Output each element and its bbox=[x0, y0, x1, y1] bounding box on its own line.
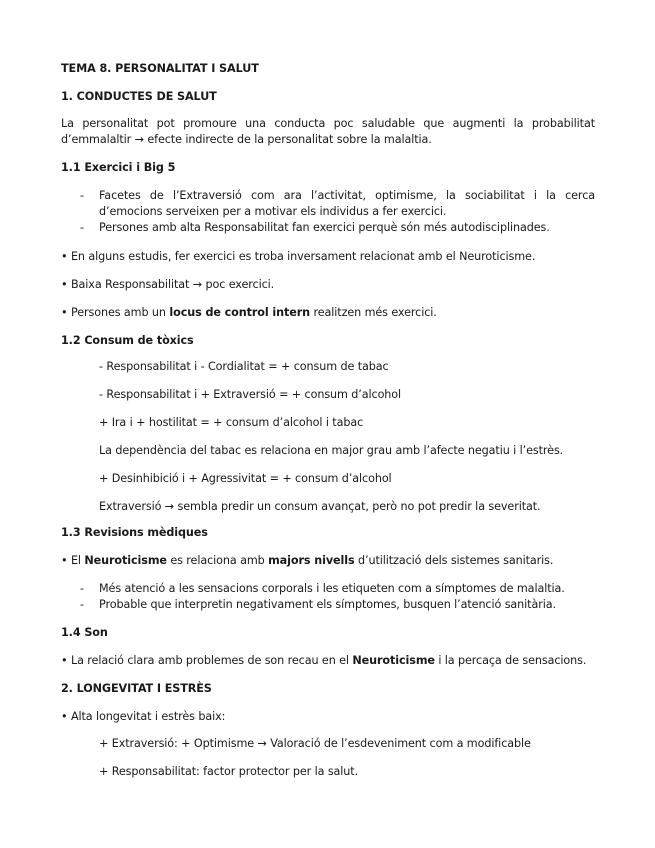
section-2-heading: 2. LONGEVITAT I ESTRÈS bbox=[61, 682, 212, 695]
section-2-bullet: • Alta longevitat i estrès baix: bbox=[61, 710, 226, 723]
section-1-4-bullet bbox=[61, 653, 595, 669]
bullet-text: d’utilització dels sistemes sanitaris. bbox=[354, 554, 554, 567]
dash-marker: - bbox=[80, 598, 85, 611]
section-1-2-line-6: Extraversió → sembla predir un consum avançat, però no pot predir la severitat. bbox=[99, 500, 541, 513]
section-2-line-2: + Responsabilitat: factor protector per la salut. bbox=[99, 765, 359, 778]
bold-term: Neuroticisme bbox=[352, 654, 435, 667]
bullet-text: realitzen més exercici. bbox=[310, 306, 437, 319]
section-1-3-bullet bbox=[61, 553, 595, 569]
section-1-3-dash-1: Més atenció a les sensacions corporals i les etiqueten com a símptomes de malaltia. bbox=[99, 582, 565, 595]
bullet-text: i la percaça de sensacions. bbox=[434, 654, 587, 667]
bold-term: locus de control intern bbox=[169, 306, 311, 319]
section-2-line-1: + Extraversió: + Optimisme → Valoració de l’esdeveniment com a modificable bbox=[99, 737, 531, 750]
section-1-2-heading: 1.2 Consum de tòxics bbox=[61, 334, 194, 347]
dash-marker: - bbox=[80, 582, 85, 595]
section-1-3-dash-2: Probable que interpretin negativament els símptomes, busquen l’atenció sanitària. bbox=[99, 598, 556, 611]
section-1-2-line-3: + Ira i + hostilitat = + consum d’alcohol i tabac bbox=[99, 416, 364, 429]
section-1-1-heading: 1.1 Exercici i Big 5 bbox=[61, 161, 176, 174]
document-title: TEMA 8. PERSONALITAT I SALUT bbox=[61, 62, 259, 75]
section-1-2-line-4: La dependència del tabac es relaciona en major grau amb l’afecte negatiu i l’estrès. bbox=[99, 444, 564, 457]
bullet-text: • Persones amb un bbox=[61, 306, 170, 319]
section-1-4-heading: 1.4 Son bbox=[61, 626, 108, 639]
section-1-1-bullet-2: • Baixa Responsabilitat → poc exercici. bbox=[61, 278, 275, 291]
section-1-2-line-5: + Desinhibició i + Agressivitat = + consum d’alcohol bbox=[99, 472, 392, 485]
section-1-1-bullet-3 bbox=[61, 305, 595, 321]
bold-term: Neuroticisme bbox=[84, 554, 167, 567]
section-1-1-dash-1: Facetes de l’Extraversió com ara l’activitat, optimisme, la sociabilitat i la cerca d’emocions serveixen per a motivar els individus a fer exercici. bbox=[99, 189, 595, 218]
bullet-text: • El bbox=[61, 554, 85, 567]
section-1-1-bullet-1: • En alguns estudis, fer exercici es troba inversament relacionat amb el Neuroticisme. bbox=[61, 250, 536, 263]
dash-marker: - bbox=[80, 189, 85, 202]
section-1-intro: La personalitat pot promoure una conducta poc saludable que augmenti la probabilitat d’emmalaltir → efecte indirecte de la personalitat sobre la malaltia. bbox=[61, 117, 595, 146]
dash-marker: - bbox=[80, 221, 85, 234]
section-1-heading: 1. CONDUCTES DE SALUT bbox=[61, 90, 217, 103]
bold-term: majors nivells bbox=[268, 554, 355, 567]
section-1-1-dash-2: Persones amb alta Responsabilitat fan exercici perquè són més autodisciplinades. bbox=[99, 221, 550, 234]
bullet-text: es relaciona amb bbox=[166, 554, 269, 567]
section-1-3-heading: 1.3 Revisions mèdiques bbox=[61, 526, 208, 539]
section-1-2-line-2: - Responsabilitat i + Extraversió = + consum d’alcohol bbox=[99, 388, 402, 401]
bullet-text: • La relació clara amb problemes de son recau en el bbox=[61, 654, 353, 667]
section-1-2-line-1: - Responsabilitat i - Cordialitat = + consum de tabac bbox=[99, 360, 389, 373]
